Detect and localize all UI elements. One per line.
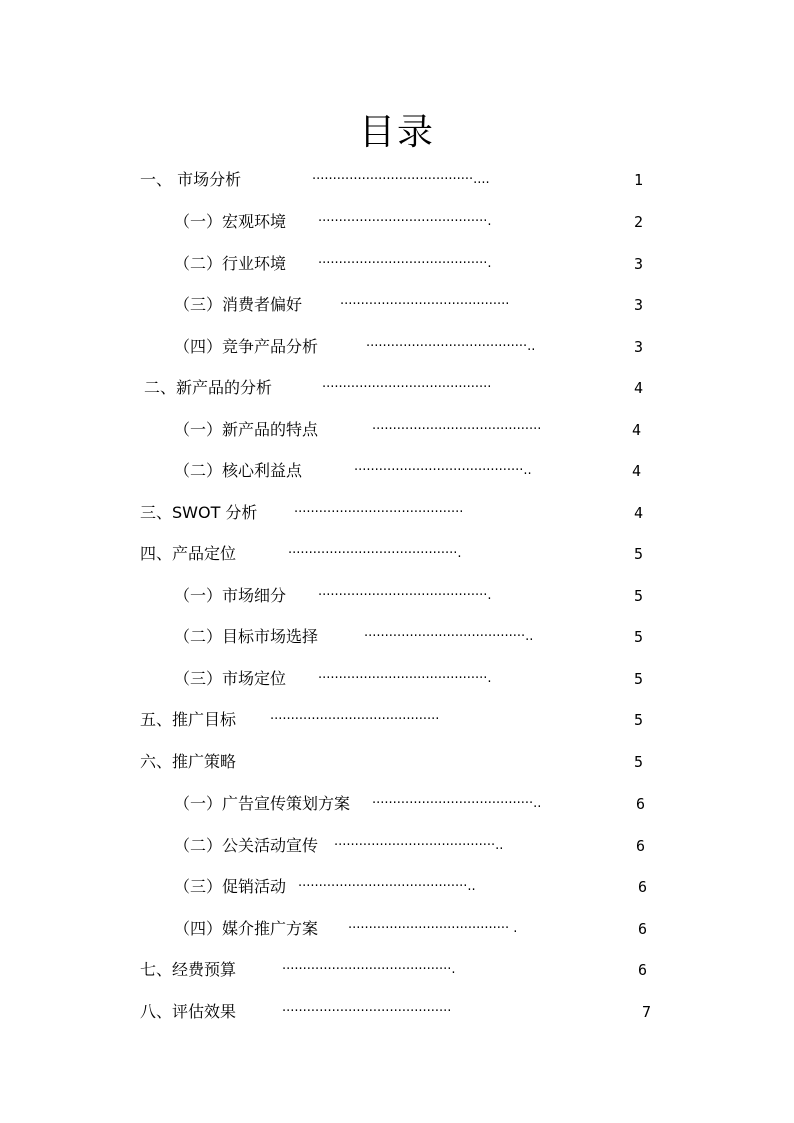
toc-entry[interactable]: [0, 459, 794, 483]
toc-entry[interactable]: [0, 875, 794, 899]
toc-entry-label: 八、评估效果: [140, 1002, 237, 1021]
toc-entry-page-number: 4: [634, 379, 644, 397]
toc-entry-label: （四）竞争产品分析: [174, 337, 319, 356]
toc-entry-leader: ·········································: [282, 1004, 452, 1019]
toc-entry-label: （一）市场细分: [174, 586, 287, 605]
toc-entry-page-number: 6: [638, 878, 648, 896]
toc-entry-page-number: 6: [638, 920, 648, 938]
toc-entry-leader: ·········································.: [318, 671, 492, 686]
toc-entry-label: （三）消费者偏好: [174, 295, 303, 314]
toc-entry-label: 五、推广目标: [140, 710, 237, 729]
toc-entry-leader: ·········································: [322, 380, 492, 395]
toc-entry-label: 二、新产品的分析: [144, 378, 273, 397]
toc-entry-leader: ·······································..: [366, 339, 536, 354]
toc-entry-label: （二）行业环境: [174, 254, 287, 273]
toc-entry-leader: ·········································: [340, 297, 510, 312]
toc-entry-page-number: 3: [634, 255, 644, 273]
toc-entry[interactable]: [0, 168, 794, 192]
toc-entry-label: （三）市场定位: [174, 669, 287, 688]
toc-entry[interactable]: [0, 252, 794, 276]
toc-entry-label: （二）公关活动宣传: [174, 836, 319, 855]
toc-entry-leader: ·········································.: [318, 256, 492, 271]
toc-entry[interactable]: [0, 625, 794, 649]
toc-entry-label: 一、 市场分析: [140, 170, 242, 189]
toc-entry-page-number: 5: [634, 628, 644, 646]
toc-entry-leader: ·········································: [270, 712, 440, 727]
toc-entry-leader: ·········································.: [282, 962, 456, 977]
toc-entry-page-number: 4: [634, 504, 644, 522]
toc-entry-page-number: 5: [634, 545, 644, 563]
toc-entry-label: （一）新产品的特点: [174, 420, 319, 439]
toc-entry-page-number: 6: [638, 961, 648, 979]
toc-entry[interactable]: [0, 834, 794, 858]
toc-entry[interactable]: [0, 376, 794, 400]
toc-entry[interactable]: [0, 708, 794, 732]
toc-entry-page-number: 5: [634, 670, 644, 688]
toc-entry[interactable]: [0, 667, 794, 691]
toc-entry-label: 七、经费预算: [140, 960, 237, 979]
toc-entry-label: 六、推广策略: [140, 752, 237, 771]
toc-entry[interactable]: [0, 335, 794, 359]
toc-entry-page-number: 4: [632, 421, 642, 439]
toc-entry-leader: ·······································..: [372, 796, 542, 811]
toc-entry[interactable]: [0, 210, 794, 234]
toc-entry-page-number: 5: [634, 711, 644, 729]
toc-entry[interactable]: [0, 917, 794, 941]
toc-entry[interactable]: [0, 501, 794, 525]
toc-entry-page-number: 2: [634, 213, 644, 231]
toc-entry-leader: ·········································.: [318, 214, 492, 229]
toc-entry[interactable]: [0, 792, 794, 816]
toc-entry[interactable]: [0, 1000, 794, 1024]
toc-entry[interactable]: [0, 418, 794, 442]
toc-entry-leader: ·········································.: [318, 588, 492, 603]
toc-entry-page-number: 7: [642, 1003, 652, 1021]
toc-entry-leader: ·········································..: [298, 879, 476, 894]
toc-entry[interactable]: [0, 293, 794, 317]
toc-entry-leader: ·······································....: [312, 172, 490, 187]
toc-entry-page-number: 5: [634, 587, 644, 605]
toc-entry-leader: ·········································.: [288, 546, 462, 561]
toc-entry-page-number: 6: [636, 837, 646, 855]
toc-entry[interactable]: [0, 542, 794, 566]
toc-entry-label: （一）宏观环境: [174, 212, 287, 231]
toc-entry-leader: ·········································: [372, 422, 542, 437]
toc-entry-label: （一）广告宣传策划方案: [174, 794, 351, 813]
toc-entry-label: （二）核心利益点: [174, 461, 303, 480]
toc-entry-leader: ·········································: [294, 505, 464, 520]
toc-entry-page-number: 6: [636, 795, 646, 813]
toc-entry-page-number: 1: [634, 171, 644, 189]
toc-entry-page-number: 5: [634, 753, 644, 771]
toc-entry-label: （三）促销活动: [174, 877, 287, 896]
page-title: 目录: [358, 112, 435, 153]
toc-entry-leader: ·········································..: [354, 463, 532, 478]
toc-entry[interactable]: [0, 750, 794, 774]
toc-entry[interactable]: [0, 958, 794, 982]
toc-entry-page-number: 3: [634, 296, 644, 314]
toc-entry-leader: ······································· .: [348, 921, 518, 936]
toc-entry-label: 三、SWOT 分析: [140, 503, 258, 522]
toc-entry-leader: ·······································..: [334, 838, 504, 853]
toc-entry-page-number: 3: [634, 338, 644, 356]
toc-entry[interactable]: [0, 584, 794, 608]
toc-entry-label: 四、产品定位: [140, 544, 237, 563]
toc-entry-label: （四）媒介推广方案: [174, 919, 319, 938]
toc-entry-label: （二）目标市场选择: [174, 627, 319, 646]
toc-entry-leader: ·······································..: [364, 629, 534, 644]
toc-entry-page-number: 4: [632, 462, 642, 480]
